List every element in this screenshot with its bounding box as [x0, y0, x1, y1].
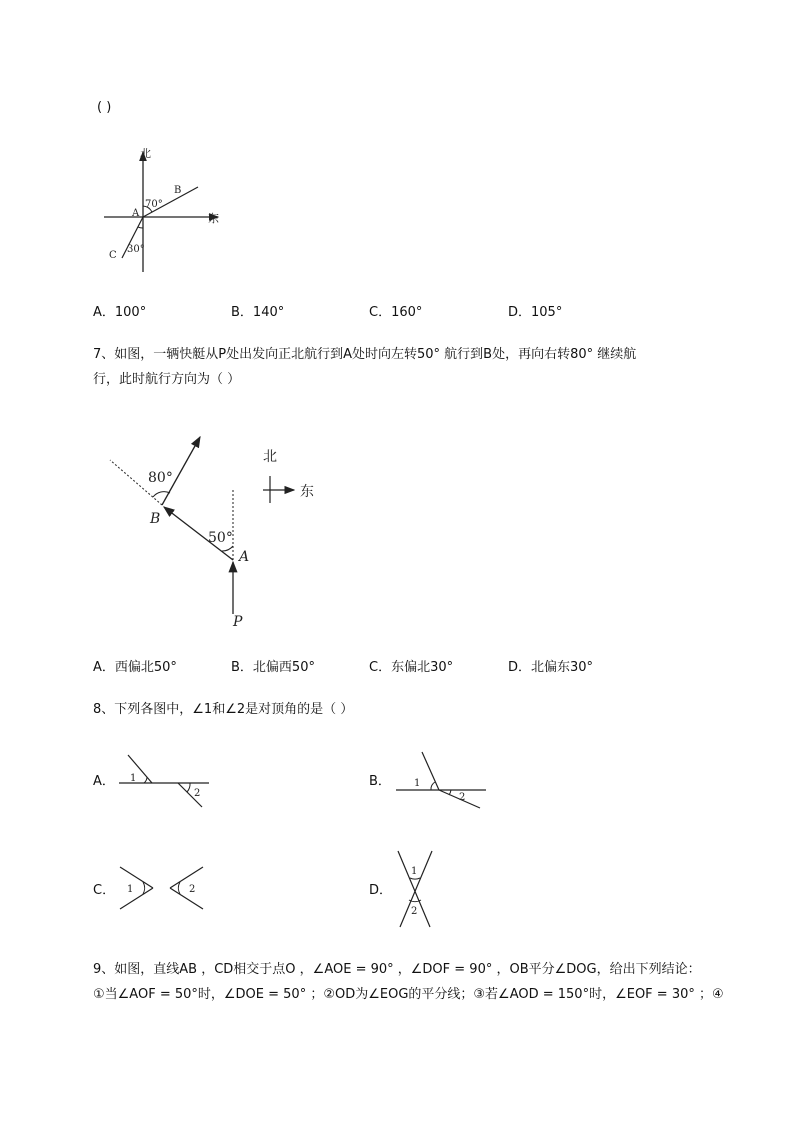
q8-figure-a — [115, 752, 215, 810]
q7-option-a[interactable]: A．西偏北50° — [93, 660, 177, 675]
angle-1-label: 1 — [127, 884, 134, 895]
point-p-label: P — [233, 614, 243, 630]
q6-option-c[interactable]: C．160° — [369, 305, 423, 320]
angle-1-label: 1 — [130, 773, 137, 784]
angle-80-label: 80° — [148, 470, 173, 486]
q8-figure-d — [392, 848, 442, 930]
q9-stem-line-2: ①当∠AOF = 50°时，∠DOE = 50° ；②OD为∠EOG的平分线；③若∠AOD = 150°时，∠EOF = 30° ；④ — [93, 987, 724, 1002]
q6-direction-figure — [90, 140, 240, 275]
q6-option-d[interactable]: D．105° — [508, 305, 563, 320]
answer-parentheses: ( ) — [97, 100, 112, 115]
angle-2-label: 2 — [189, 884, 196, 895]
angle-2-label: 2 — [411, 906, 418, 917]
q9-stem-line-1: 9、如图，直线AB ，CD相交于点O ，∠AOE = 90° ，∠DOF = 90° ，OB平分∠DOG，给出下列结论： — [93, 962, 701, 977]
q8-option-c-label[interactable]: C． — [93, 883, 116, 898]
q8-stem: 8、下列各图中，∠1和∠2是对顶角的是（ ） — [93, 702, 354, 717]
point-a-label: A — [132, 208, 140, 219]
q7-boat-route-figure — [100, 428, 340, 633]
q7-option-c[interactable]: C．东偏北30° — [369, 660, 454, 675]
q6-option-a[interactable]: A．100° — [93, 305, 147, 320]
angle-arc-50 — [222, 546, 233, 551]
angle-70-label: 70° — [145, 199, 163, 210]
compass-east-label: 东 — [300, 484, 314, 500]
point-b-label: B — [174, 185, 182, 196]
q8-option-d-label[interactable]: D． — [369, 883, 393, 898]
angle-2-label: 2 — [459, 792, 466, 803]
q7-stem-line-1: 7、如图，一辆快艇从P处出发向正北航行到A处时向左转50° 航行到B处，再向右转80° 继续航 — [93, 347, 637, 362]
angle-30-label: 30° — [127, 244, 145, 255]
q7-stem-line-2: 行，此时航行方向为（ ） — [93, 372, 241, 387]
point-b-label: B — [150, 511, 161, 527]
angle-1-label: 1 — [414, 778, 421, 789]
point-c-label: C — [109, 250, 117, 261]
q7-option-d[interactable]: D．北偏东30° — [508, 660, 594, 675]
q8-option-b-label[interactable]: B． — [369, 774, 391, 789]
point-a-label: A — [239, 549, 250, 565]
q8-figure-b — [392, 748, 492, 810]
angle-1-label: 1 — [411, 866, 418, 877]
angle-arc-30 — [138, 227, 143, 228]
east-label: 东 — [208, 212, 219, 225]
compass-north-label: 北 — [263, 449, 277, 465]
q7-option-b[interactable]: B．北偏西50° — [231, 660, 315, 675]
q8-option-a-label[interactable]: A． — [93, 774, 115, 789]
angle-2-label: 2 — [194, 788, 201, 799]
angle-50-label: 50° — [208, 530, 233, 546]
north-label: 北 — [140, 147, 151, 160]
q6-option-b[interactable]: B．140° — [231, 305, 285, 320]
q8-figure-c — [115, 862, 215, 912]
